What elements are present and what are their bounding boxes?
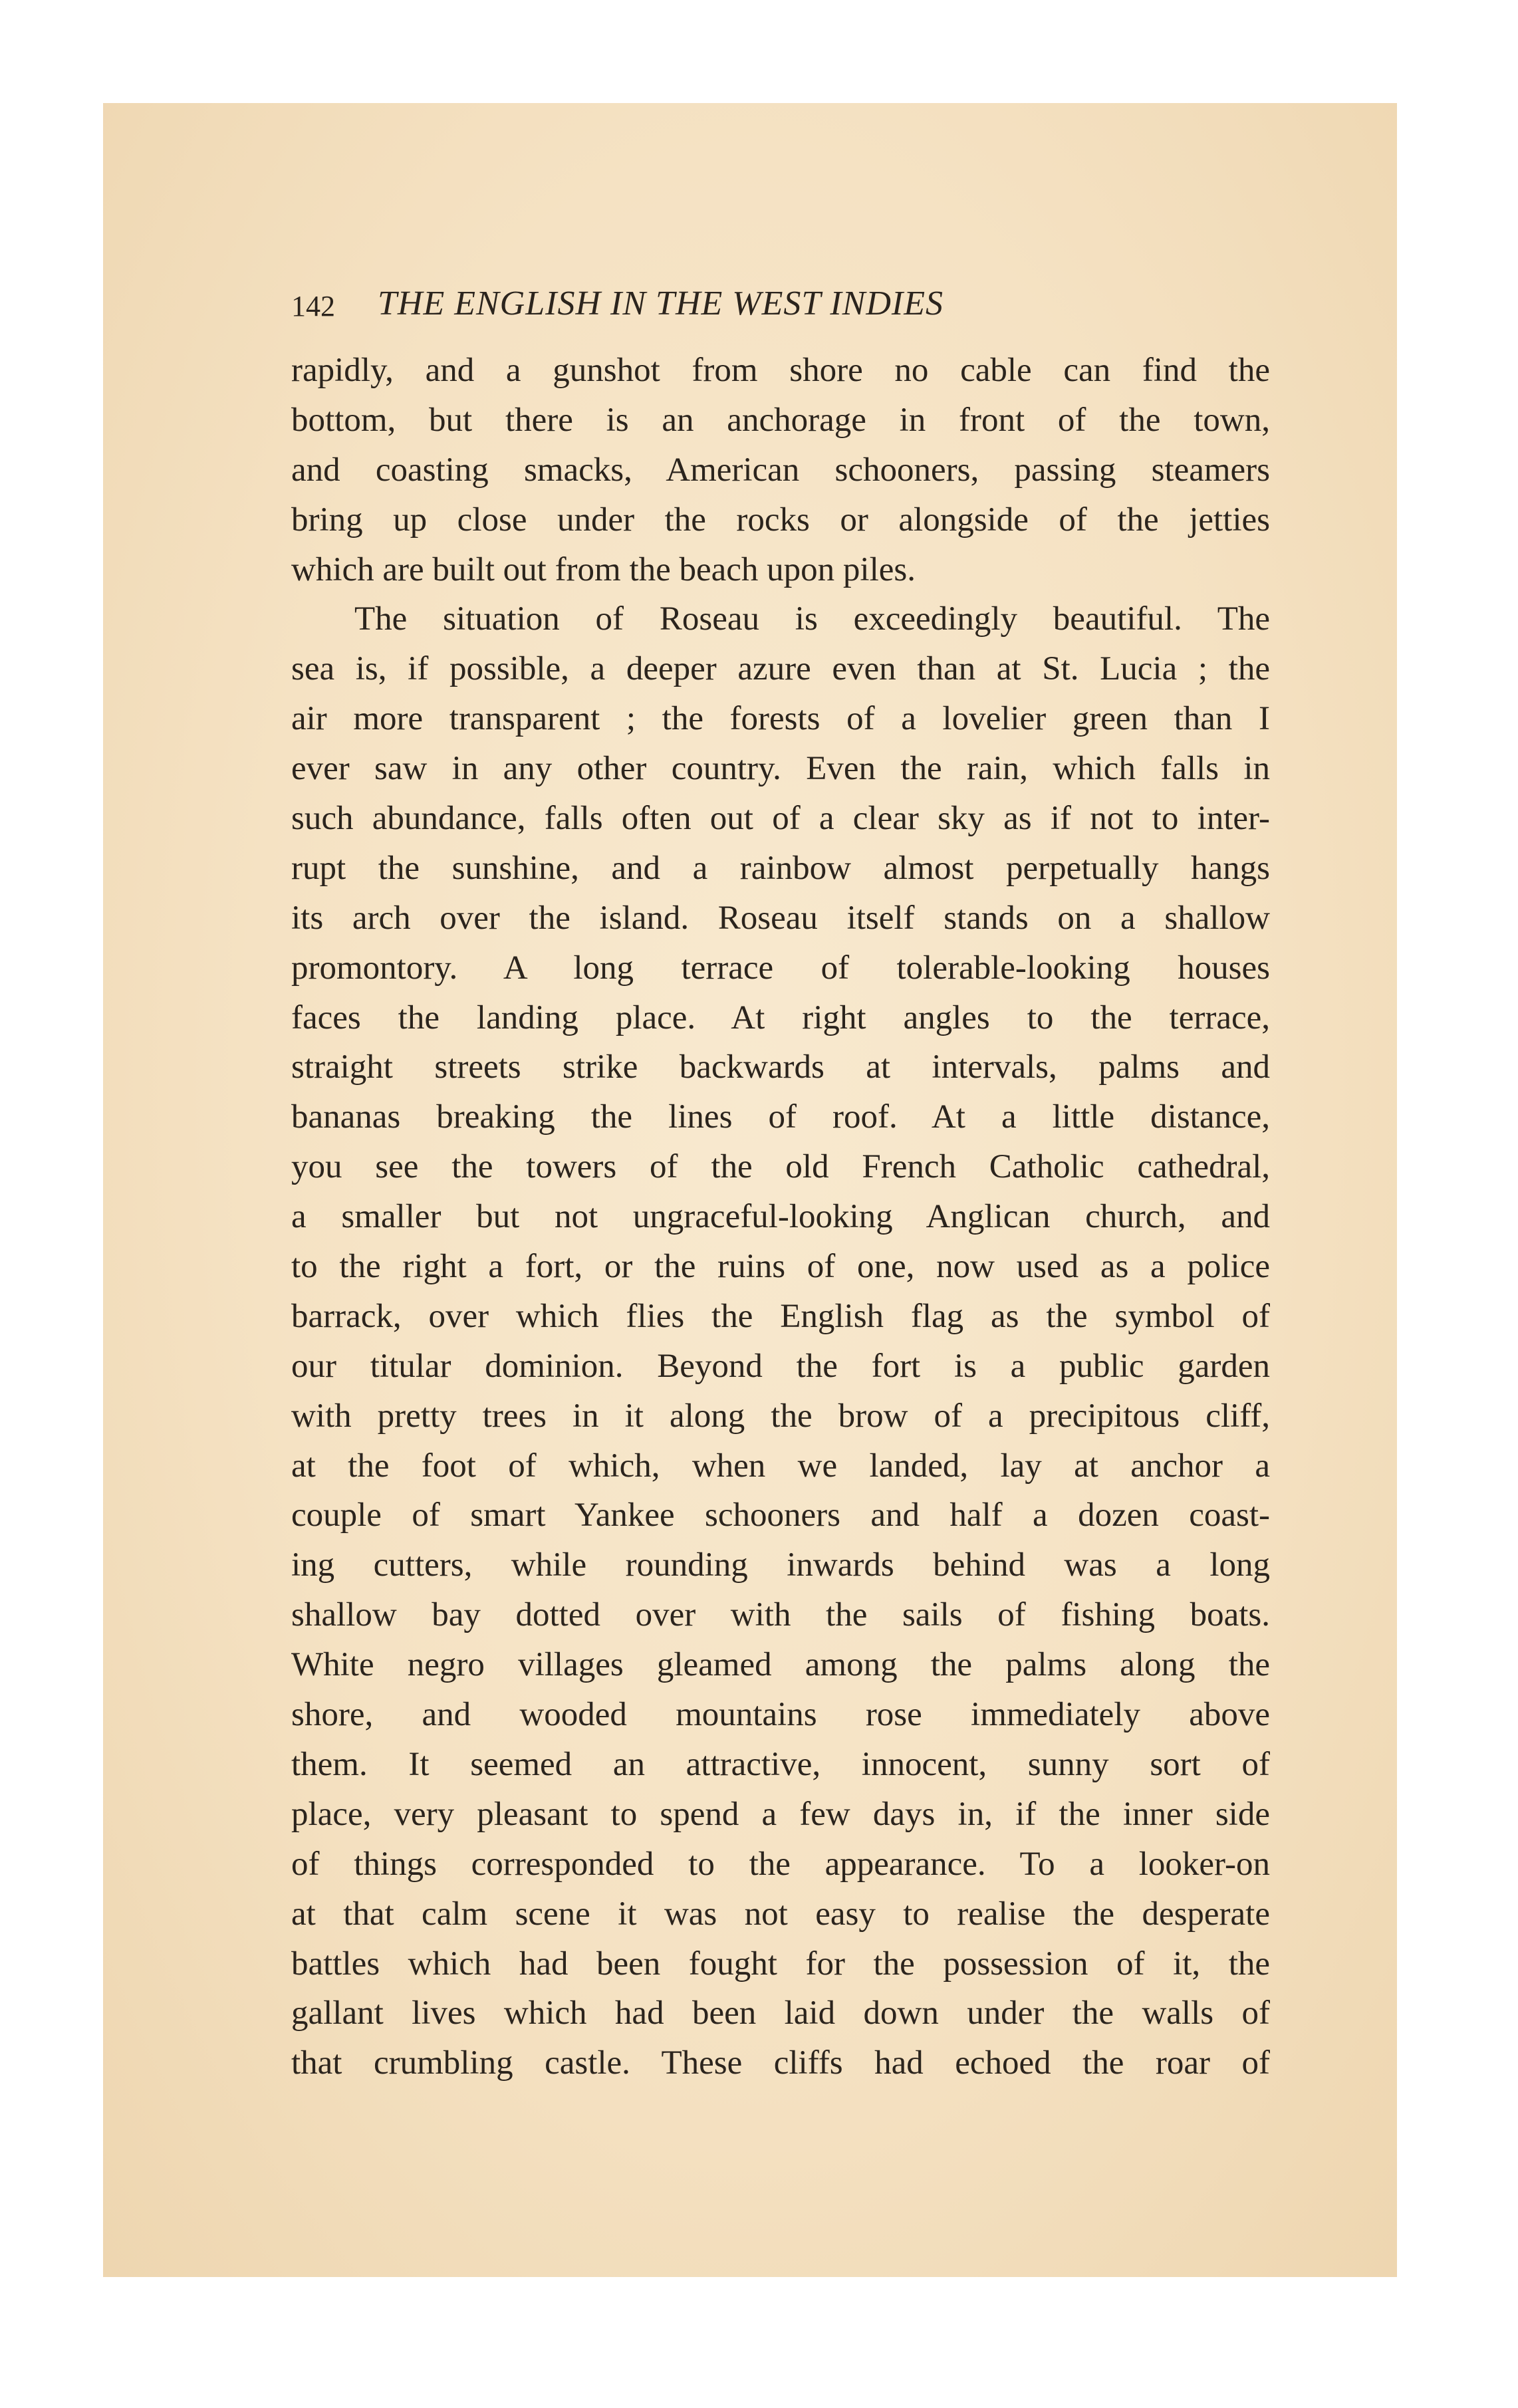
- text-line: our titular dominion. Beyond the fort is a public garden: [291, 1347, 1270, 1385]
- text-line: bottom, but there is an anchorage in front of the town,: [291, 401, 1270, 439]
- text-line: a smaller but not ungraceful-looking Anglican church, and: [291, 1198, 1270, 1236]
- text-line: couple of smart Yankee schooners and half a dozen coast-: [291, 1497, 1270, 1534]
- text-line: that crumbling castle. These cliffs had echoed the roar of: [291, 2044, 1270, 2082]
- text-line: with pretty trees in it along the brow of a precipitous cliff,: [291, 1397, 1270, 1435]
- text-line: rupt the sunshine, and a rainbow almost perpetually hangs: [291, 849, 1270, 887]
- text-line: which are built out from the beach upon piles.: [291, 550, 916, 588]
- text-line: shallow bay dotted over with the sails of fishing boats.: [291, 1596, 1270, 1634]
- body-text: [291, 346, 1270, 2088]
- text-line: rapidly, and a gunshot from shore no cable can find the: [291, 352, 1270, 389]
- text-line: promontory. A long terrace of tolerable-looking houses: [291, 949, 1270, 987]
- text-line: you see the towers of the old French Catholic cathedral,: [291, 1148, 1270, 1186]
- text-line: place, very pleasant to spend a few days in, if the inner side: [291, 1795, 1270, 1833]
- text-line: to the right a fort, or the ruins of one, now used as a police: [291, 1248, 1270, 1286]
- page-header: [291, 284, 1289, 330]
- text-line: faces the landing place. At right angles to the terrace,: [291, 999, 1270, 1036]
- text-line: ever saw in any other country. Even the rain, which falls in: [291, 750, 1270, 788]
- text-line: at that calm scene it was not easy to realise the desperate: [291, 1895, 1270, 1933]
- text-line: its arch over the island. Roseau itself stands on a shallow: [291, 899, 1270, 937]
- text-line: of things corresponded to the appearance. To a looker-on: [291, 1845, 1270, 1883]
- text-line: them. It seemed an attractive, innocent, sunny sort of: [291, 1745, 1270, 1783]
- text-line: bananas breaking the lines of roof. At a little distance,: [291, 1098, 1270, 1136]
- text-line: ing cutters, while rounding inwards behind was a long: [291, 1546, 1270, 1584]
- text-line: shore, and wooded mountains rose immediately above: [291, 1696, 1270, 1734]
- book-page: [103, 103, 1397, 2277]
- text-line: such abundance, falls often out of a clear sky as if not to inter-: [291, 800, 1270, 838]
- page-number: 142: [291, 290, 335, 322]
- text-line: barrack, over which flies the English flag as the symbol of: [291, 1297, 1270, 1335]
- text-line: at the foot of which, when we landed, lay at anchor a: [291, 1447, 1270, 1485]
- text-line: and coasting smacks, American schooners, passing steamers: [291, 451, 1270, 489]
- text-line: The situation of Roseau is exceedingly beautiful. The: [354, 600, 1270, 638]
- text-line: bring up close under the rocks or alongside of the jetties: [291, 501, 1270, 539]
- running-title: THE ENGLISH IN THE WEST INDIES: [378, 285, 944, 322]
- text-line: sea is, if possible, a deeper azure even than at St. Lucia ; the: [291, 650, 1270, 688]
- text-line: air more transparent ; the forests of a lovelier green than I: [291, 700, 1270, 738]
- text-line: gallant lives which had been laid down under the walls of: [291, 1994, 1270, 2032]
- text-line: White negro villages gleamed among the palms along the: [291, 1646, 1270, 1684]
- text-line: battles which had been fought for the possession of it, the: [291, 1945, 1270, 1983]
- text-line: straight streets strike backwards at intervals, palms and: [291, 1048, 1270, 1086]
